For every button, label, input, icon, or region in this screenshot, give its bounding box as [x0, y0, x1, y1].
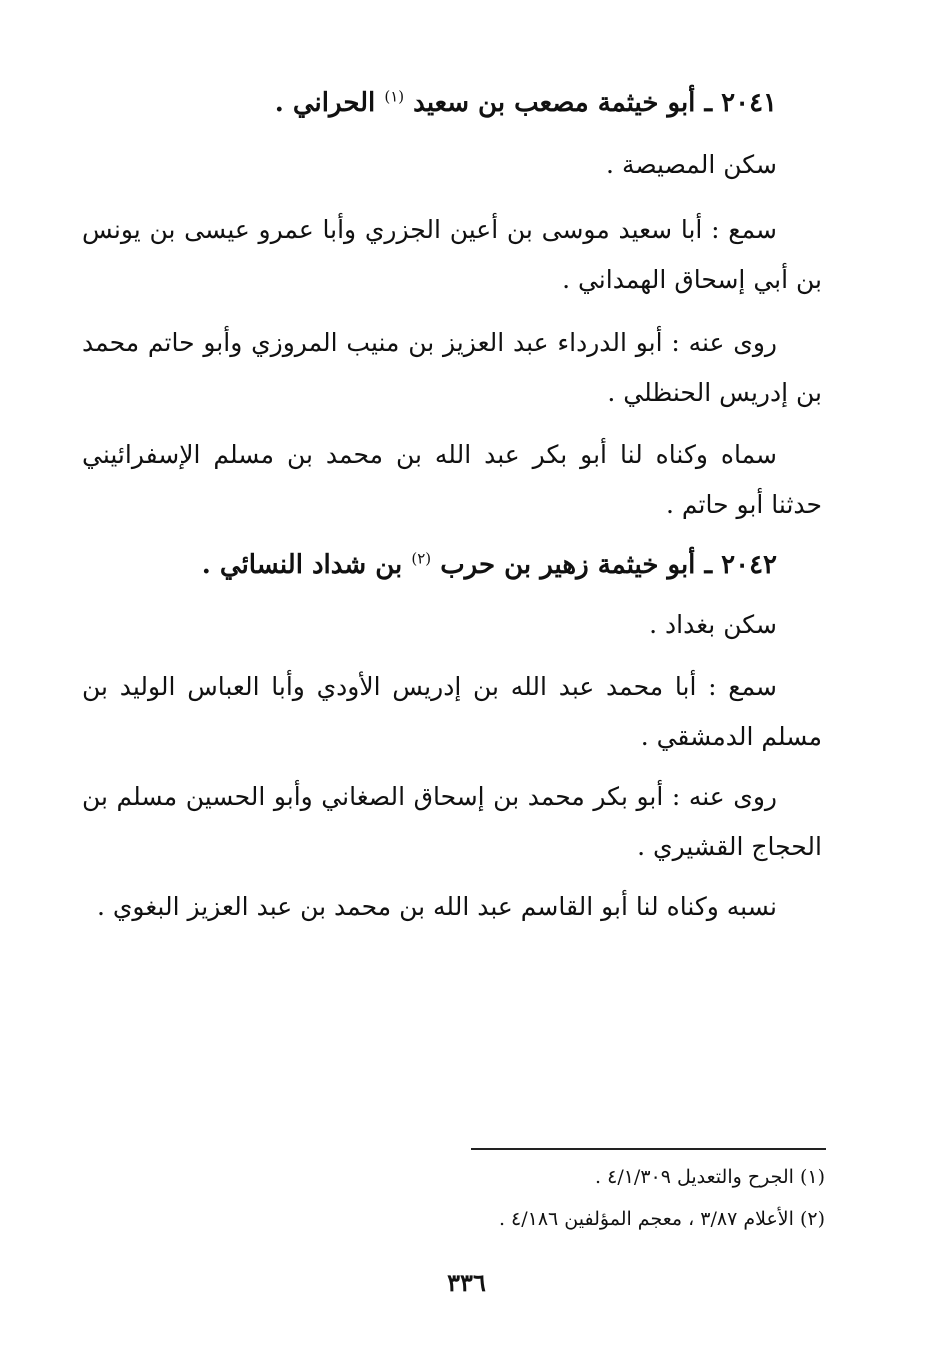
entry-number: ٢٠٤٢	[721, 550, 777, 580]
entry-residence: سكن المصيصة .	[606, 150, 777, 179]
entry-naming: نسبه وكناه لنا أبو القاسم عبد الله بن محمد بن عبد العزيز البغوي .	[96, 892, 777, 921]
entry-title-2042: ٢٠٤٢ ـ أبو خيثمة زهير بن حرب $^{(٢)}$ بن شداد النسائي .	[201, 549, 777, 580]
footnote-ref: (١)	[384, 87, 405, 106]
entry-name: أبو خيثمة مصعب بن سعيد	[413, 88, 696, 118]
footnote-ref: (٢)	[411, 549, 432, 568]
entry-residence: سكن بغداد .	[649, 610, 777, 639]
entry-naming: سماه وكناه لنا أبو بكر عبد الله بن محمد بن مسلم الإسفرائيني حدثنا أبو حاتم .	[82, 440, 822, 519]
entry-heard-from: سمع : أبا محمد عبد الله بن إدريس الأودي وأبا العباس الوليد بن مسلم الدمشقي .	[82, 672, 822, 751]
footnote-2: (٢) الأعلام ٣/٨٧ ، معجم المؤلفين ٤/١٨٦ .	[498, 1208, 825, 1230]
entry-narrated-by: روى عنه : أبو الدرداء عبد العزيز بن منيب المروزي وأبو حاتم محمد بن إدريس الحنظلي .	[82, 328, 822, 407]
entry-heard-from: سمع : أبا سعيد موسى بن أعين الجزري وأبا عمرو عيسى بن يونس بن أبي إسحاق الهمداني .	[82, 215, 822, 294]
entry-narrated-by: روى عنه : أبو بكر محمد بن إسحاق الصغاني وأبو الحسين مسلم بن الحجاج القشيري .	[82, 782, 822, 861]
entry-name-cont: بن شداد النسائي .	[201, 550, 403, 580]
entry-name: أبو خيثمة زهير بن حرب	[440, 550, 696, 580]
footnote-divider	[471, 1148, 826, 1150]
entry-name-cont: الحراني .	[274, 88, 376, 118]
footnote-1: (١) الجرح والتعديل ٤/١/٣٠٩ .	[595, 1166, 825, 1188]
entry-number: ٢٠٤١	[721, 88, 777, 118]
page-number: ٣٣٦	[447, 1268, 486, 1297]
entry-title-2041: ٢٠٤١ ـ أبو خيثمة مصعب بن سعيد $^{(١)}$ الحراني .	[274, 87, 777, 118]
